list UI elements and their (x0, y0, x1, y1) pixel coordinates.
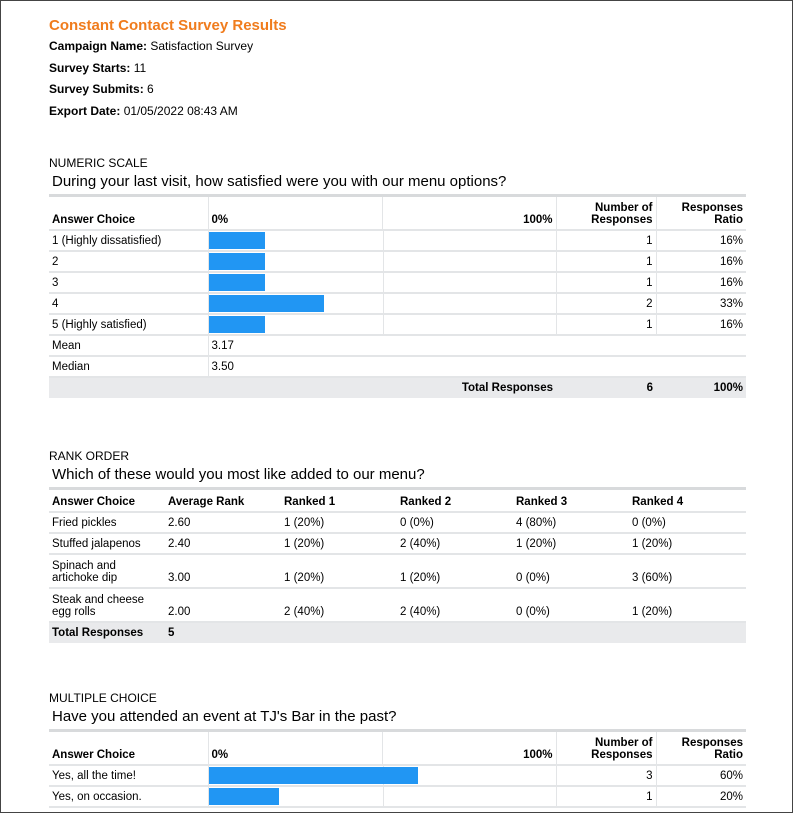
export-date: Export Date: 01/05/2022 08:43 AM (49, 103, 238, 118)
response-count: 1 (556, 786, 656, 807)
report-title: Constant Contact Survey Results (49, 17, 287, 34)
response-bar (209, 253, 265, 270)
response-bar-cell (208, 765, 556, 786)
answer-label: Stuffed jalapenos (49, 533, 165, 554)
response-bar-cell (208, 251, 556, 272)
answer-label: 2 (49, 251, 208, 272)
question-text: During your last visit, how satisfied were you with our menu options? (49, 172, 746, 197)
total-row (49, 377, 746, 398)
col-header: Ranked 2 (397, 490, 513, 512)
col-header: Average Rank (165, 490, 281, 512)
col-header: Ranked 3 (513, 490, 629, 512)
rank-value: 2.00 (165, 588, 281, 622)
bar-midline (383, 787, 384, 806)
response-ratio: 33% (656, 293, 746, 314)
response-count: 1 (556, 251, 656, 272)
table-row (49, 786, 746, 807)
table-row (49, 293, 746, 314)
survey-starts: Survey Starts: 11 (49, 60, 147, 75)
survey-submits: Survey Submits: 6 (49, 82, 154, 96)
col-zero-percent: 0% (208, 732, 382, 765)
bar-midline (383, 294, 384, 313)
section-label: NUMERIC SCALE (49, 156, 148, 170)
response-count: 1 (556, 314, 656, 335)
col-hundred-percent: 100% (382, 732, 556, 765)
answer-label: 1 (Highly dissatisfied) (49, 230, 208, 251)
response-ratio: 16% (656, 251, 746, 272)
numeric-scale-table (49, 197, 746, 398)
table-header-row (49, 490, 746, 512)
table-header-row (49, 732, 746, 765)
response-bar-cell (208, 786, 556, 807)
response-ratio: 16% (656, 230, 746, 251)
question-text: Have you attended an event at TJ's Bar in the past? (49, 707, 746, 732)
answer-label: Steak and cheese egg rolls (49, 588, 165, 622)
response-ratio: 20% (656, 786, 746, 807)
col-responses-ratio: Responses Ratio (656, 732, 746, 765)
rank-value: 1 (20%) (281, 554, 397, 588)
col-header: Answer Choice (49, 490, 165, 512)
bar-midline (383, 315, 384, 334)
total-ratio: 100% (656, 377, 746, 398)
col-answer-choice: Answer Choice (49, 732, 208, 765)
median-value: 3.50 (208, 356, 746, 377)
total-value: 5 (165, 622, 281, 643)
rank-value: 2.40 (165, 533, 281, 554)
total-row (49, 622, 746, 643)
col-answer-choice: Answer Choice (49, 197, 208, 230)
section-label: MULTIPLE CHOICE (49, 691, 157, 705)
response-bar (209, 274, 265, 291)
col-responses-ratio: Responses Ratio (656, 197, 746, 230)
response-count: 1 (556, 230, 656, 251)
col-number-of-responses: Number of Responses (556, 732, 656, 765)
median-label: Median (49, 356, 208, 377)
rank-value: 1 (20%) (629, 588, 746, 622)
table-row (49, 554, 746, 588)
col-hundred-percent: 100% (382, 197, 556, 230)
total-count: 6 (556, 377, 656, 398)
answer-label: 5 (Highly satisfied) (49, 314, 208, 335)
response-bar (209, 788, 279, 805)
answer-label: Spinach and artichoke dip (49, 554, 165, 588)
campaign-name: Campaign Name: Satisfaction Survey (49, 39, 254, 53)
rank-value: 0 (0%) (513, 588, 629, 622)
mean-value: 3.17 (208, 335, 746, 356)
table-row (49, 314, 746, 335)
question-text: Which of these would you most like added to our menu? (49, 465, 746, 490)
response-bar-cell (208, 314, 556, 335)
bar-midline (383, 252, 384, 271)
table-row (49, 588, 746, 622)
response-bar (209, 232, 265, 249)
multiple-choice-section (49, 691, 746, 808)
rank-value: 1 (20%) (397, 554, 513, 588)
total-label: Total Responses (382, 377, 556, 398)
response-count: 2 (556, 293, 656, 314)
rank-value: 1 (20%) (513, 533, 629, 554)
table-header-row (49, 197, 746, 230)
bar-midline (383, 273, 384, 292)
table-row (49, 251, 746, 272)
response-ratio: 60% (656, 765, 746, 786)
rank-value: 4 (80%) (513, 512, 629, 533)
table-row (49, 533, 746, 554)
mean-row (49, 335, 746, 356)
multiple-choice-table (49, 732, 746, 808)
col-header: Ranked 4 (629, 490, 746, 512)
table-row (49, 512, 746, 533)
response-bar (209, 767, 418, 784)
rank-value: 0 (0%) (629, 512, 746, 533)
total-label: Total Responses (49, 622, 165, 643)
response-count: 3 (556, 765, 656, 786)
rank-value: 2 (40%) (397, 533, 513, 554)
table-row (49, 272, 746, 293)
response-ratio: 16% (656, 272, 746, 293)
rank-order-section (49, 449, 746, 643)
answer-label: Fried pickles (49, 512, 165, 533)
table-row (49, 765, 746, 786)
col-header: Ranked 1 (281, 490, 397, 512)
response-count: 1 (556, 272, 656, 293)
rank-value: 2 (40%) (281, 588, 397, 622)
rank-value: 2.60 (165, 512, 281, 533)
rank-value: 0 (0%) (397, 512, 513, 533)
rank-value: 2 (40%) (397, 588, 513, 622)
rank-value: 0 (0%) (513, 554, 629, 588)
rank-order-table (49, 490, 746, 643)
response-bar (209, 316, 265, 333)
col-zero-percent: 0% (208, 197, 382, 230)
response-bar-cell (208, 272, 556, 293)
answer-label: Yes, on occasion. (49, 786, 208, 807)
rank-value: 1 (20%) (281, 512, 397, 533)
mean-label: Mean (49, 335, 208, 356)
answer-label: 4 (49, 293, 208, 314)
response-bar-cell (208, 230, 556, 251)
response-ratio: 16% (656, 314, 746, 335)
rank-value: 3 (60%) (629, 554, 746, 588)
col-number-of-responses: Number of Responses (556, 197, 656, 230)
bar-midline (383, 231, 384, 250)
table-row (49, 230, 746, 251)
response-bar (209, 295, 324, 312)
rank-value: 1 (20%) (629, 533, 746, 554)
section-label: RANK ORDER (49, 449, 130, 463)
response-bar-cell (208, 293, 556, 314)
answer-label: Yes, all the time! (49, 765, 208, 786)
rank-value: 3.00 (165, 554, 281, 588)
median-row (49, 356, 746, 377)
report-header (49, 16, 287, 122)
answer-label: 3 (49, 272, 208, 293)
numeric-scale-section (49, 156, 746, 398)
rank-value: 1 (20%) (281, 533, 397, 554)
